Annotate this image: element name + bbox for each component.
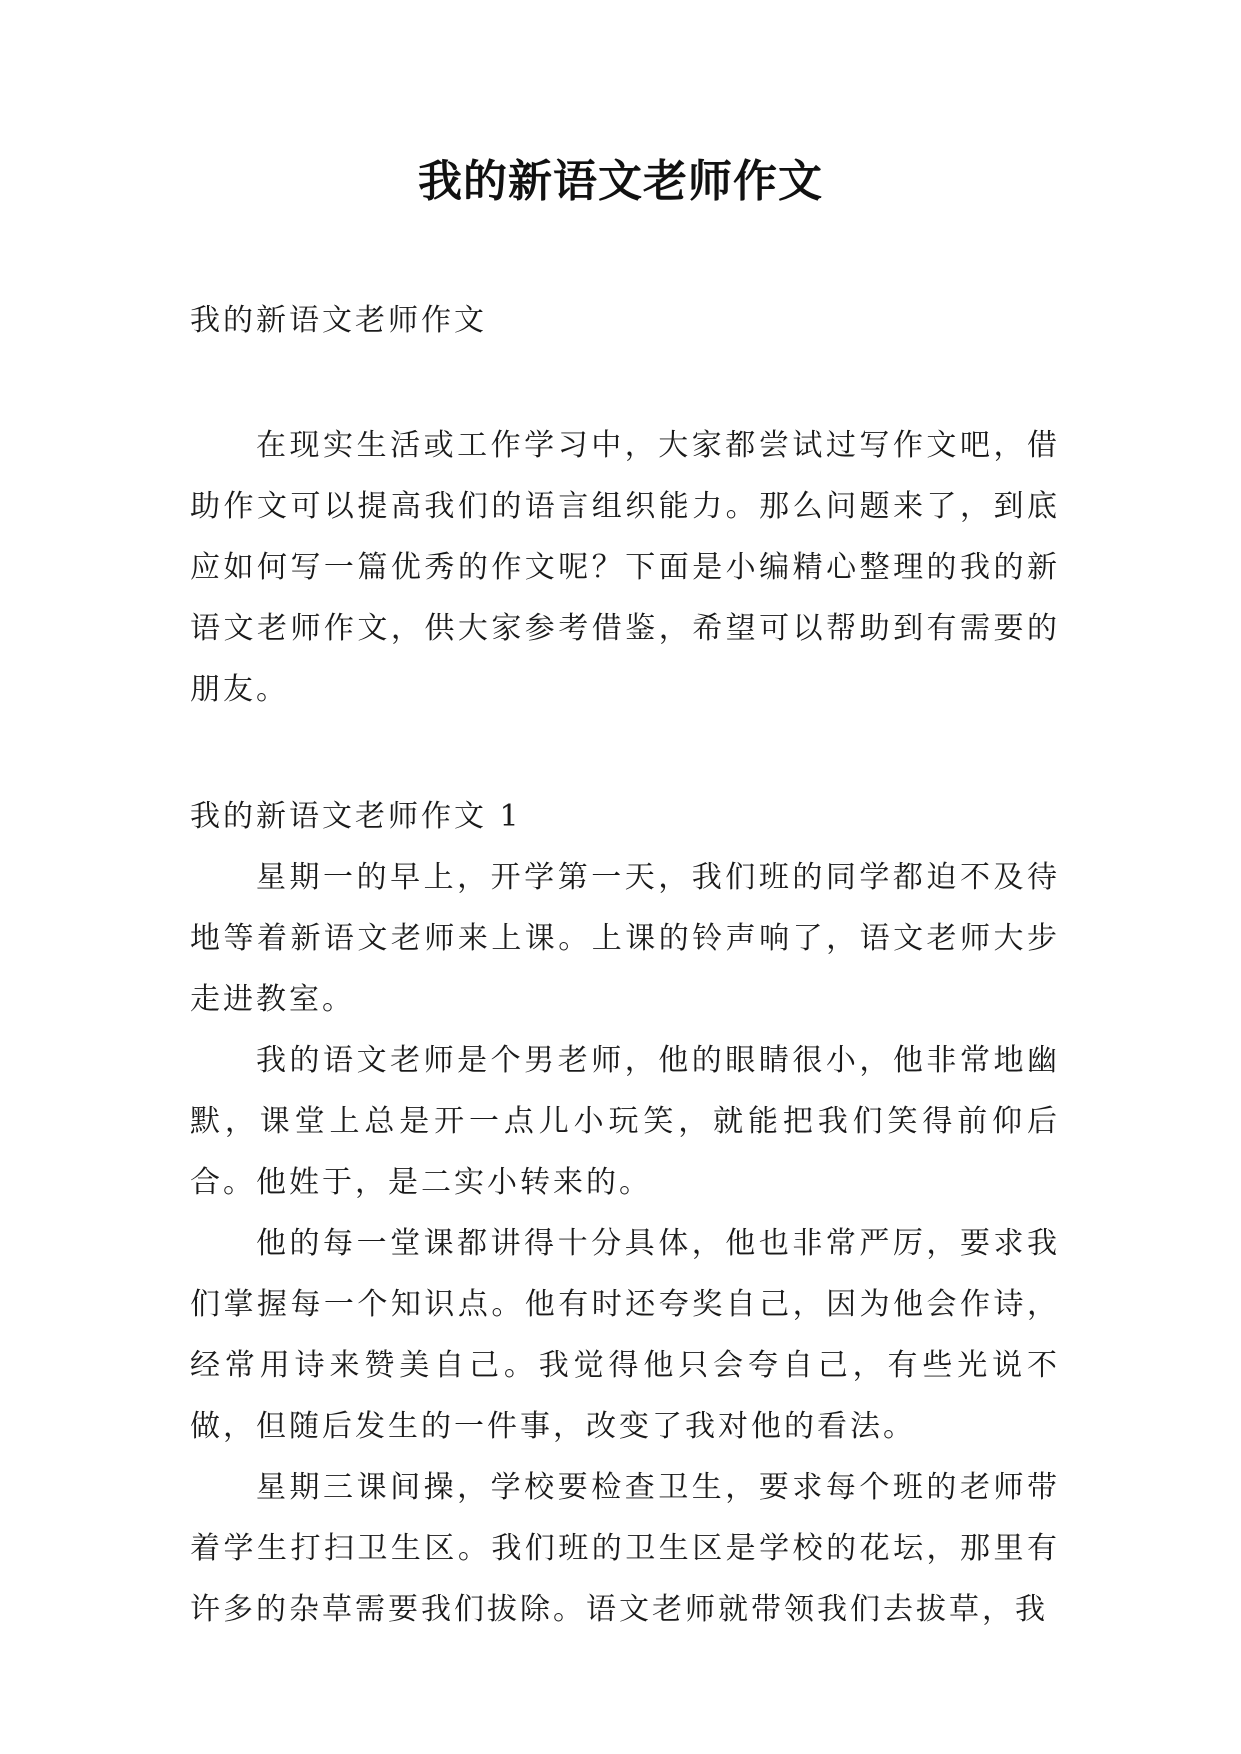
body-paragraph: 他的每一堂课都讲得十分具体，他也非常严厉，要求我们掌握每一个知识点。他有时还夸奖自己，因为他会作诗，经常用诗来赞美自己。我觉得他只会夸自己，有些光说不做，但随后发生的一件事，改变了我对他的看法。 (190, 1226, 1060, 1444)
body-paragraph: 星期一的早上，开学第一天，我们班的同学都迫不及待地等着新语文老师来上课。上课的铃声响了，语文老师大步走进教室。 (190, 860, 1060, 1017)
spacer (190, 351, 1060, 415)
document-body (190, 290, 1060, 1640)
document-title: 我的新语文老师作文 (418, 156, 823, 207)
document-subtitle: 我的新语文老师作文 (190, 303, 487, 338)
section-heading: 我的新语文老师作文 1 (190, 799, 522, 834)
body-paragraph: 星期三课间操，学校要检查卫生，要求每个班的老师带着学生打扫卫生区。我们班的卫生区是学校的花坛，那里有许多的杂草需要我们拔除。语文老师就带领我们去拔草，我 (190, 1470, 1060, 1627)
spacer (190, 720, 1060, 786)
body-paragraph: 我的语文老师是个男老师，他的眼睛很小，他非常地幽默，课堂上总是开一点儿小玩笑，就能把我们笑得前仰后合。他姓于，是二实小转来的。 (190, 1043, 1060, 1200)
intro-paragraph: 在现实生活或工作学习中，大家都尝试过写作文吧，借助作文可以提高我们的语言组织能力。那么问题来了，到底应如何写一篇优秀的作文呢？下面是小编精心整理的我的新语文老师作文，供大家参考借鉴，希望可以帮助到有需要的朋友。 (190, 428, 1060, 707)
